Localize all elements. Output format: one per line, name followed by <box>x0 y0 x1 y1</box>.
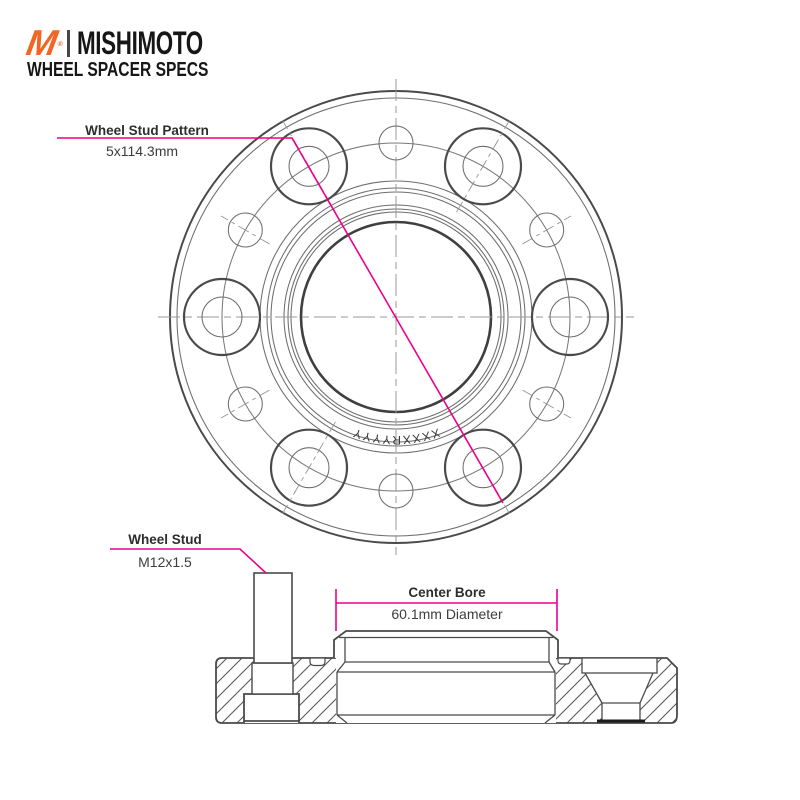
relief-notch-left <box>310 658 325 666</box>
hub-boss <box>334 631 558 662</box>
wheel-stud-pattern-value: 5x114.3mm <box>105 143 179 159</box>
registered-trademark-symbol: ® <box>56 41 64 48</box>
stud-pattern-leader-line <box>57 138 503 503</box>
wheel-stud-label: Wheel Stud <box>128 532 202 547</box>
side-section-view <box>110 549 677 723</box>
stud-shank <box>254 573 292 663</box>
brand-name: MISHIMOTO <box>77 24 203 61</box>
engraving-text: XXXXRYYYY <box>350 425 442 448</box>
wheel-stud-leader-line <box>110 549 266 573</box>
center-bore-dimension <box>336 589 557 631</box>
page-title: WHEEL SPACER SPECS <box>27 59 209 81</box>
logo-mark-letter: M <box>23 22 59 63</box>
relief-notch-right <box>558 658 570 664</box>
top-view <box>57 79 634 555</box>
center-bore-label: Center Bore <box>408 585 486 600</box>
center-bore-void <box>336 658 556 723</box>
center-bore-value: 60.1mm Diameter <box>391 606 503 622</box>
stud-knurl-section <box>252 663 293 694</box>
wheel-stud-section <box>244 573 299 723</box>
wheel-stud-value: M12x1.5 <box>138 554 192 570</box>
wheel-stud-pattern-label: Wheel Stud Pattern <box>85 123 209 138</box>
